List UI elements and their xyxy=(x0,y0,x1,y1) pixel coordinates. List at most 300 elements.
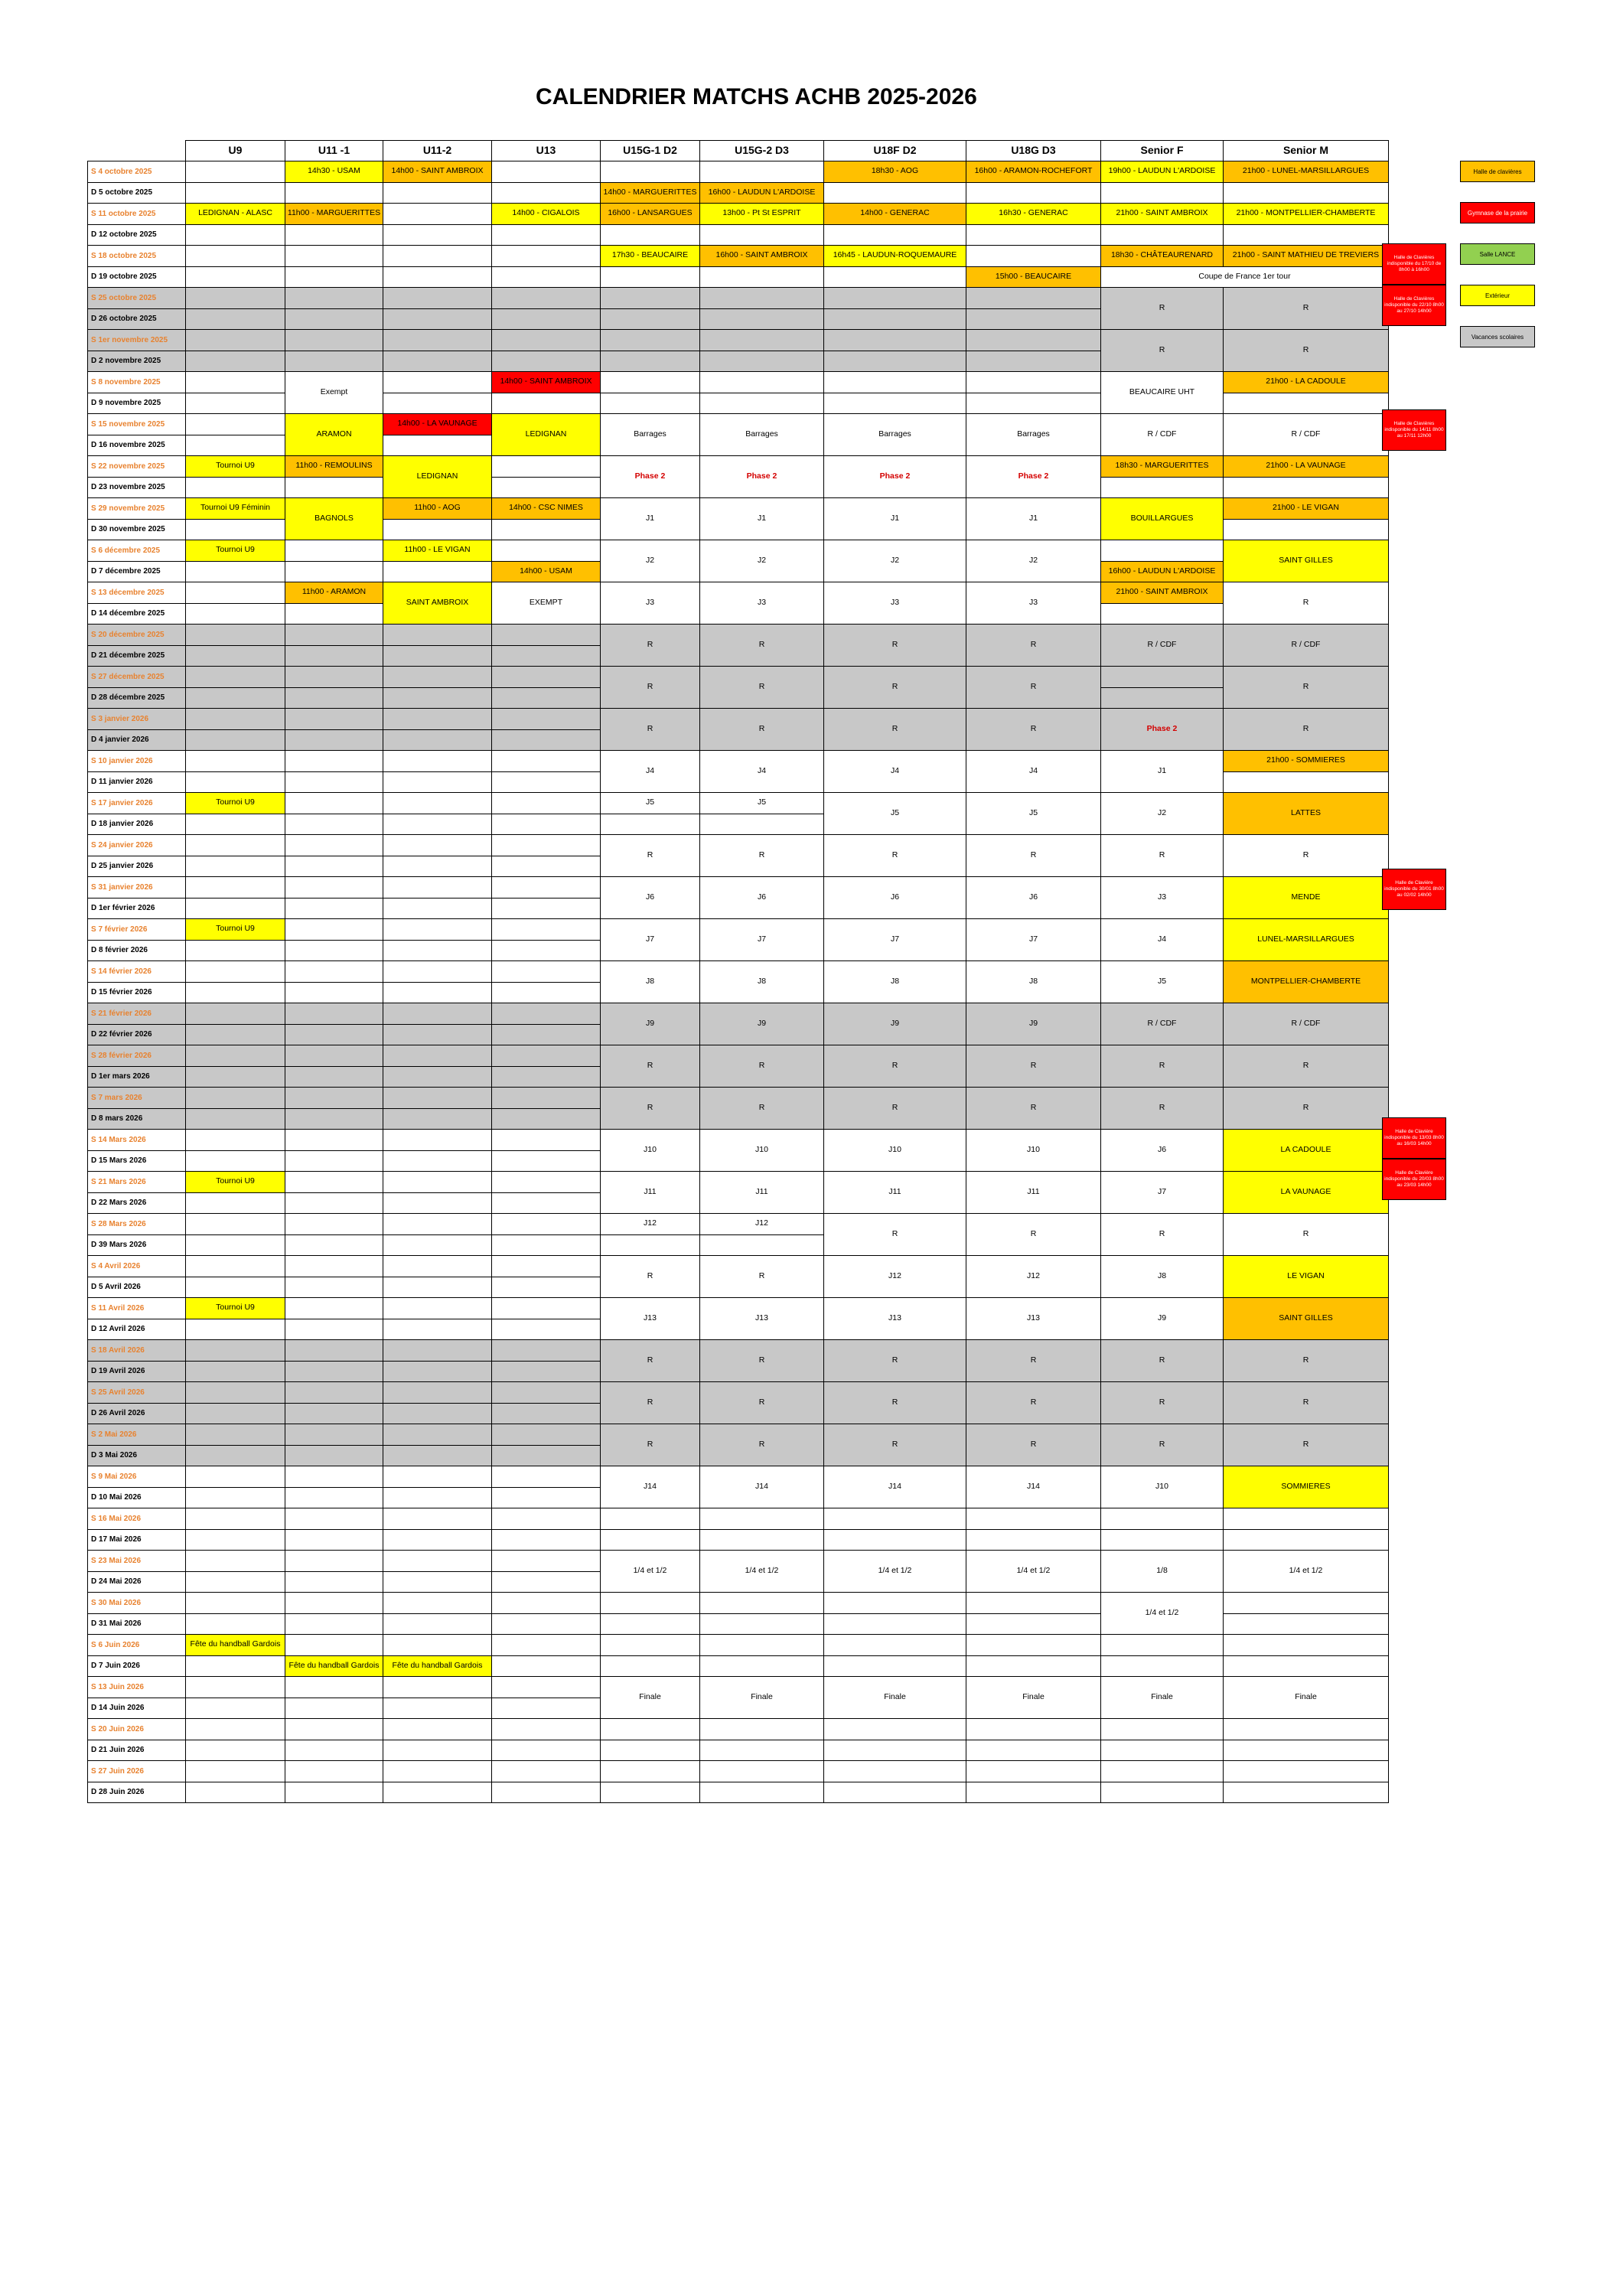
match-cell xyxy=(186,1424,285,1446)
match-cell xyxy=(383,645,492,667)
match-cell: R xyxy=(1224,330,1389,372)
match-cell: 14h30 - USAM xyxy=(285,161,383,183)
availability-note: Halle de Clavière indisponible du 20/03 8h00 au 23/03 14h00 xyxy=(1382,1159,1446,1200)
match-cell xyxy=(966,182,1101,204)
match-cell: R xyxy=(601,1424,700,1466)
match-cell xyxy=(1224,393,1389,414)
match-cell: EXEMPT xyxy=(492,582,601,625)
match-cell: J6 xyxy=(601,877,700,919)
match-cell xyxy=(285,1088,383,1109)
match-cell xyxy=(700,224,824,246)
match-cell xyxy=(186,1234,285,1256)
match-cell: R / CDF xyxy=(1224,1003,1389,1045)
match-cell xyxy=(601,330,700,351)
match-cell xyxy=(383,1382,492,1404)
match-cell xyxy=(383,1256,492,1277)
match-cell: ARAMON xyxy=(285,414,383,456)
match-cell: R xyxy=(1101,1340,1224,1382)
match-cell xyxy=(492,1361,601,1382)
match-cell xyxy=(383,1613,492,1635)
match-cell: SAINT GILLES xyxy=(1224,1298,1389,1340)
match-cell xyxy=(383,982,492,1003)
match-cell xyxy=(285,1698,383,1719)
calendar-row xyxy=(88,835,1389,856)
date-cell: S 8 novembre 2025 xyxy=(88,372,186,393)
match-cell xyxy=(492,1487,601,1508)
match-cell xyxy=(383,1593,492,1614)
date-cell: S 13 décembre 2025 xyxy=(88,582,186,604)
match-cell xyxy=(700,1508,824,1530)
match-cell xyxy=(285,1677,383,1698)
match-cell: R xyxy=(966,1424,1101,1466)
match-cell xyxy=(285,246,383,267)
match-cell xyxy=(492,771,601,793)
calendar-row xyxy=(88,161,1389,183)
match-cell: J9 xyxy=(1101,1298,1224,1340)
match-cell xyxy=(1101,603,1224,625)
legend-salle-lance: Salle LANCE xyxy=(1460,243,1535,265)
match-cell xyxy=(492,1108,601,1130)
match-cell xyxy=(383,877,492,899)
date-cell: D 8 février 2026 xyxy=(88,940,186,961)
match-cell xyxy=(824,1740,966,1761)
date-cell: D 26 Avril 2026 xyxy=(88,1403,186,1424)
match-cell: 16h00 - LAUDUN L'ARDOISE xyxy=(700,182,824,204)
match-cell xyxy=(700,330,824,351)
match-cell xyxy=(186,625,285,646)
calendar-row xyxy=(88,1635,1389,1656)
match-cell: 14h00 - CIGALOIS xyxy=(492,204,601,225)
match-cell: J4 xyxy=(700,751,824,793)
date-cell: D 14 Juin 2026 xyxy=(88,1698,186,1719)
match-cell xyxy=(601,1740,700,1761)
match-cell xyxy=(824,288,966,309)
match-cell: R xyxy=(966,1045,1101,1088)
match-cell xyxy=(700,372,824,393)
match-cell xyxy=(383,1782,492,1803)
match-cell xyxy=(383,246,492,267)
match-cell xyxy=(1224,1593,1389,1614)
match-cell xyxy=(383,729,492,751)
match-cell xyxy=(186,1214,285,1235)
match-cell: R xyxy=(824,1088,966,1130)
match-cell xyxy=(492,1635,601,1656)
match-cell xyxy=(186,1319,285,1340)
date-cell: D 22 février 2026 xyxy=(88,1024,186,1045)
match-cell xyxy=(492,1593,601,1614)
match-cell xyxy=(492,1298,601,1319)
match-cell xyxy=(601,161,700,183)
date-cell: S 20 Juin 2026 xyxy=(88,1719,186,1740)
match-cell: J7 xyxy=(700,919,824,961)
match-cell: J12 xyxy=(966,1256,1101,1298)
match-cell xyxy=(285,687,383,709)
date-cell: S 21 février 2026 xyxy=(88,1003,186,1025)
match-cell: Phase 2 xyxy=(824,456,966,498)
match-cell: 19h00 - LAUDUN L'ARDOISE xyxy=(1101,161,1224,183)
match-cell: J9 xyxy=(700,1003,824,1045)
match-cell: BAGNOLS xyxy=(285,498,383,540)
match-cell xyxy=(285,1045,383,1067)
match-cell xyxy=(492,456,601,478)
match-cell xyxy=(285,1130,383,1151)
match-cell xyxy=(383,288,492,309)
match-cell: J10 xyxy=(1101,1466,1224,1508)
date-cell: D 1er mars 2026 xyxy=(88,1066,186,1088)
date-cell: S 9 Mai 2026 xyxy=(88,1466,186,1488)
match-cell: LUNEL-MARSILLARGUES xyxy=(1224,919,1389,961)
match-cell xyxy=(186,1782,285,1803)
match-cell: Finale xyxy=(1101,1677,1224,1719)
match-cell xyxy=(285,814,383,835)
match-cell: Finale xyxy=(824,1677,966,1719)
match-cell xyxy=(383,709,492,730)
match-cell: J6 xyxy=(700,877,824,919)
match-cell: 11h00 - AOG xyxy=(383,498,492,520)
match-cell xyxy=(601,814,700,835)
availability-note: Halle de Clavières indisponible du 22/10 8h00 au 27/10 14h00 xyxy=(1382,285,1446,326)
col-header: U18G D3 xyxy=(966,141,1101,161)
match-cell xyxy=(824,308,966,330)
match-cell xyxy=(285,1214,383,1235)
match-cell: 21h00 - LA VAUNAGE xyxy=(1224,456,1389,478)
match-cell xyxy=(492,793,601,814)
calendar-row xyxy=(88,182,1389,204)
match-cell xyxy=(383,393,492,414)
col-header: U15G-2 D3 xyxy=(700,141,824,161)
date-cell: D 28 décembre 2025 xyxy=(88,687,186,709)
match-cell xyxy=(492,393,601,414)
date-cell: D 18 janvier 2026 xyxy=(88,814,186,835)
match-cell xyxy=(383,308,492,330)
match-cell xyxy=(1224,1529,1389,1551)
calendar-row xyxy=(88,582,1389,604)
match-cell xyxy=(285,540,383,562)
match-cell xyxy=(285,667,383,688)
match-cell: 21h00 - SAINT AMBROIX xyxy=(1101,582,1224,604)
match-cell xyxy=(186,1466,285,1488)
match-cell: R xyxy=(601,1045,700,1088)
date-cell: D 7 Juin 2026 xyxy=(88,1655,186,1677)
calendar-row xyxy=(88,204,1389,225)
match-cell: LEDIGNAN xyxy=(492,414,601,456)
match-cell xyxy=(383,1192,492,1214)
match-cell: 11h00 - REMOULINS xyxy=(285,456,383,478)
match-cell xyxy=(285,1361,383,1382)
match-cell xyxy=(966,1508,1101,1530)
match-cell xyxy=(492,1424,601,1446)
match-cell xyxy=(492,856,601,877)
match-cell xyxy=(285,982,383,1003)
match-cell: R xyxy=(601,667,700,709)
match-cell xyxy=(186,1593,285,1614)
match-cell xyxy=(186,1613,285,1635)
match-cell xyxy=(824,1655,966,1677)
match-cell: J1 xyxy=(1101,751,1224,793)
match-cell: 15h00 - BEAUCAIRE xyxy=(966,266,1101,288)
match-cell xyxy=(1101,1508,1224,1530)
date-cell: S 7 mars 2026 xyxy=(88,1088,186,1109)
page-title: CALENDRIER MATCHS ACHB 2025-2026 xyxy=(536,84,977,109)
match-cell xyxy=(492,814,601,835)
match-cell xyxy=(285,1108,383,1130)
match-cell: R xyxy=(700,709,824,751)
match-cell: Fête du handball Gardois xyxy=(186,1635,285,1656)
match-cell: R xyxy=(1101,1382,1224,1424)
date-cell: D 2 novembre 2025 xyxy=(88,351,186,372)
match-cell xyxy=(285,919,383,941)
match-cell xyxy=(285,771,383,793)
match-cell xyxy=(383,1571,492,1593)
match-cell xyxy=(285,351,383,372)
match-cell: J5 xyxy=(1101,961,1224,1003)
match-cell: 18h30 - CHÂTEAURENARD xyxy=(1101,246,1224,267)
match-cell: SOMMIERES xyxy=(1224,1466,1389,1508)
match-cell xyxy=(1224,1655,1389,1677)
match-cell: J6 xyxy=(966,877,1101,919)
match-cell xyxy=(1224,1613,1389,1635)
calendar-row xyxy=(88,1719,1389,1740)
legend-exterieur: Extérieur xyxy=(1460,285,1535,306)
match-cell xyxy=(383,919,492,941)
match-cell xyxy=(383,1298,492,1319)
match-cell xyxy=(492,1677,601,1698)
date-cell: D 15 Mars 2026 xyxy=(88,1150,186,1172)
match-cell xyxy=(601,1508,700,1530)
match-cell xyxy=(186,709,285,730)
match-cell xyxy=(700,161,824,183)
match-cell: R / CDF xyxy=(1224,625,1389,667)
match-cell xyxy=(383,667,492,688)
match-cell xyxy=(383,1508,492,1530)
header-corner xyxy=(88,141,186,161)
match-cell xyxy=(383,1108,492,1130)
match-cell xyxy=(700,1234,824,1256)
date-cell: S 22 novembre 2025 xyxy=(88,456,186,478)
match-cell xyxy=(824,393,966,414)
match-cell xyxy=(492,1150,601,1172)
match-cell xyxy=(285,1508,383,1530)
match-cell: J8 xyxy=(1101,1256,1224,1298)
match-cell xyxy=(186,582,285,604)
match-cell xyxy=(492,919,601,941)
match-cell xyxy=(186,1066,285,1088)
match-cell xyxy=(492,877,601,899)
match-cell xyxy=(492,1256,601,1277)
match-cell xyxy=(383,182,492,204)
date-cell: D 16 novembre 2025 xyxy=(88,435,186,456)
match-cell: 16h45 - LAUDUN-ROQUEMAURE xyxy=(824,246,966,267)
match-cell xyxy=(492,308,601,330)
match-cell xyxy=(966,1782,1101,1803)
date-cell: D 7 décembre 2025 xyxy=(88,561,186,582)
match-cell: R xyxy=(966,667,1101,709)
match-cell: R xyxy=(966,1340,1101,1382)
match-cell: J13 xyxy=(966,1298,1101,1340)
date-cell: S 11 Avril 2026 xyxy=(88,1298,186,1319)
match-cell: R xyxy=(601,1382,700,1424)
match-cell xyxy=(285,1571,383,1593)
match-cell: J10 xyxy=(824,1130,966,1172)
match-cell xyxy=(1224,519,1389,540)
match-cell xyxy=(285,477,383,498)
match-cell xyxy=(383,561,492,582)
match-cell xyxy=(186,393,285,414)
match-cell xyxy=(186,961,285,983)
match-cell: R xyxy=(1224,1088,1389,1130)
date-cell: D 3 Mai 2026 xyxy=(88,1445,186,1466)
match-cell xyxy=(383,1024,492,1045)
match-cell xyxy=(1101,182,1224,204)
match-cell xyxy=(492,246,601,267)
match-cell xyxy=(966,1655,1101,1677)
match-cell xyxy=(1224,477,1389,498)
match-cell xyxy=(601,372,700,393)
match-cell xyxy=(186,1130,285,1151)
col-header: U9 xyxy=(186,141,285,161)
match-cell xyxy=(1101,1740,1224,1761)
match-cell: 14h00 - SAINT AMBROIX xyxy=(492,372,601,393)
match-cell xyxy=(1224,1719,1389,1740)
match-cell: R xyxy=(1101,288,1224,330)
match-cell xyxy=(601,1782,700,1803)
match-cell xyxy=(186,477,285,498)
match-cell: J8 xyxy=(824,961,966,1003)
match-cell xyxy=(186,1361,285,1382)
match-cell xyxy=(285,898,383,919)
match-cell: R xyxy=(601,1340,700,1382)
match-cell: Barrages xyxy=(824,414,966,456)
match-cell: J8 xyxy=(601,961,700,1003)
match-cell: 14h00 - MARGUERITTES xyxy=(601,182,700,204)
calendar-row xyxy=(88,224,1389,246)
match-cell xyxy=(285,1424,383,1446)
match-cell: J3 xyxy=(1101,877,1224,919)
match-cell xyxy=(700,1719,824,1740)
match-cell: 21h00 - MONTPELLIER-CHAMBERTE xyxy=(1224,204,1389,225)
legend-gymnase-prairie: Gymnase de la prairie xyxy=(1460,202,1535,223)
match-cell xyxy=(383,351,492,372)
date-cell: S 31 janvier 2026 xyxy=(88,877,186,899)
match-cell: Tournoi U9 xyxy=(186,793,285,814)
calendar-row xyxy=(88,1256,1389,1277)
match-cell xyxy=(492,1403,601,1424)
date-cell: D 11 janvier 2026 xyxy=(88,771,186,793)
match-cell xyxy=(492,1024,601,1045)
match-cell xyxy=(186,667,285,688)
match-cell xyxy=(285,1593,383,1614)
calendar-row xyxy=(88,709,1389,730)
match-cell xyxy=(186,1003,285,1025)
match-cell xyxy=(824,1529,966,1551)
match-cell xyxy=(601,308,700,330)
match-cell xyxy=(186,1277,285,1298)
match-cell: 21h00 - LUNEL-MARSILLARGUES xyxy=(1224,161,1389,183)
match-cell: J3 xyxy=(966,582,1101,625)
match-cell xyxy=(186,645,285,667)
calendar-row xyxy=(88,456,1389,478)
match-cell xyxy=(492,1466,601,1488)
match-cell: R xyxy=(1224,709,1389,751)
match-cell xyxy=(966,393,1101,414)
date-cell: S 17 janvier 2026 xyxy=(88,793,186,814)
match-cell: Tournoi U9 xyxy=(186,540,285,562)
match-cell xyxy=(383,961,492,983)
match-cell xyxy=(492,330,601,351)
match-cell xyxy=(285,1256,383,1277)
match-cell: J14 xyxy=(824,1466,966,1508)
date-cell: S 6 décembre 2025 xyxy=(88,540,186,562)
match-cell xyxy=(285,561,383,582)
match-cell xyxy=(1224,1782,1389,1803)
match-cell xyxy=(492,1508,601,1530)
match-cell xyxy=(383,224,492,246)
match-cell xyxy=(383,1424,492,1446)
match-cell xyxy=(383,1150,492,1172)
match-cell xyxy=(601,351,700,372)
match-cell: J5 xyxy=(824,793,966,835)
match-cell: R xyxy=(1101,1088,1224,1130)
match-cell xyxy=(383,771,492,793)
match-cell xyxy=(285,1003,383,1025)
match-cell xyxy=(285,1172,383,1193)
match-cell xyxy=(383,856,492,877)
match-cell xyxy=(492,1192,601,1214)
match-cell xyxy=(492,1234,601,1256)
match-cell xyxy=(966,288,1101,309)
match-cell: J12 xyxy=(824,1256,966,1298)
legend-vacances-scolaires: Vacances scolaires xyxy=(1460,326,1535,347)
match-cell xyxy=(285,856,383,877)
match-cell: R xyxy=(966,835,1101,877)
match-cell: R xyxy=(1224,1214,1389,1256)
match-cell xyxy=(285,1234,383,1256)
match-cell xyxy=(383,1214,492,1235)
match-cell: J2 xyxy=(966,540,1101,582)
match-cell xyxy=(601,1635,700,1656)
match-cell xyxy=(492,1740,601,1761)
match-cell: R xyxy=(824,835,966,877)
match-cell xyxy=(383,1172,492,1193)
match-cell: Finale xyxy=(1224,1677,1389,1719)
date-cell: S 25 octobre 2025 xyxy=(88,288,186,309)
date-cell: S 14 Mars 2026 xyxy=(88,1130,186,1151)
date-cell: S 28 Mars 2026 xyxy=(88,1214,186,1235)
match-cell: LEDIGNAN - ALASC xyxy=(186,204,285,225)
match-cell xyxy=(492,751,601,772)
match-cell xyxy=(824,1508,966,1530)
match-cell xyxy=(285,1403,383,1424)
match-cell xyxy=(700,814,824,835)
calendar-row xyxy=(88,246,1389,267)
match-cell: R xyxy=(700,667,824,709)
match-cell xyxy=(383,1045,492,1067)
match-cell: R xyxy=(824,709,966,751)
match-cell xyxy=(186,308,285,330)
match-cell: J11 xyxy=(824,1172,966,1214)
match-cell xyxy=(492,1551,601,1572)
match-cell xyxy=(285,182,383,204)
match-cell xyxy=(285,1466,383,1488)
match-cell xyxy=(492,1655,601,1677)
match-cell xyxy=(285,625,383,646)
match-cell xyxy=(966,330,1101,351)
match-cell xyxy=(383,1761,492,1782)
match-cell xyxy=(492,667,601,688)
match-cell: Finale xyxy=(700,1677,824,1719)
match-cell: R / CDF xyxy=(1101,625,1224,667)
date-cell: S 10 janvier 2026 xyxy=(88,751,186,772)
